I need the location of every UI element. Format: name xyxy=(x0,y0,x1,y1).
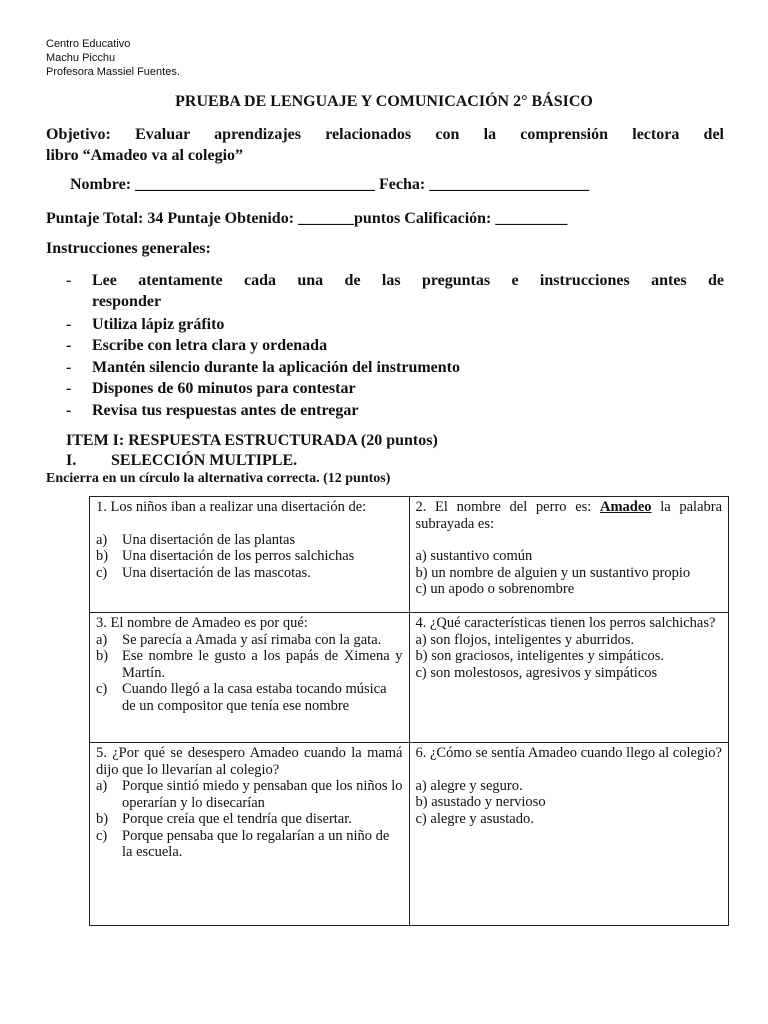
instruction-item: Dispones de 60 minutos para contestar xyxy=(92,380,356,397)
option-b[interactable]: b) asustado y nervioso xyxy=(415,794,546,810)
option-a[interactable]: a) alegre y seguro. xyxy=(415,777,523,794)
question-text: 4. ¿Qué características tienen los perros salchichas? xyxy=(415,615,716,631)
teacher-name: Profesora Massiel Fuentes. xyxy=(46,66,180,78)
question-cell-2 xyxy=(409,497,729,613)
question-text: 3. El nombre de Amadeo es por qué: xyxy=(96,615,308,631)
item-title: ITEM I: RESPUESTA ESTRUCTURADA (20 puntos) xyxy=(66,432,438,449)
question-text: 1. Los niños iban a realizar una disertación de: xyxy=(96,499,367,515)
instruction-item: Escribe con letra clara y ordenada xyxy=(92,337,328,354)
instruction-item: Utiliza lápiz gráfito xyxy=(92,316,225,333)
section-number: I. xyxy=(66,452,77,469)
instruction-item: Revisa tus respuestas antes de entregar xyxy=(92,402,359,419)
section-title: SELECCIÓN MULTIPLE. xyxy=(111,452,298,469)
option-a[interactable]: a) Se parecía a Amada y así rimaba con la gata. xyxy=(96,631,382,648)
instruction-dash: - xyxy=(66,402,72,419)
page-title: PRUEBA DE LENGUAJE Y COMUNICACIÓN 2° BÁSICO xyxy=(175,93,593,110)
option-c[interactable]: c) son molestosos, agresivos y simpáticos xyxy=(415,664,658,681)
question-cell-1 xyxy=(90,497,410,613)
question-cell-5 xyxy=(90,743,410,926)
school-name: Centro Educativo xyxy=(46,38,131,50)
option-c[interactable]: c) alegre y asustado. xyxy=(415,810,534,827)
option-b[interactable]: b) un nombre de alguien y un sustantivo propio xyxy=(415,564,691,581)
instructions-title: Instrucciones generales: xyxy=(46,240,211,257)
option-c[interactable]: c) Porque pensaba que lo regalarían a un niño de la escuela. xyxy=(96,827,390,860)
option-c[interactable]: c) Una disertación de las mascotas. xyxy=(96,564,311,581)
underlined-word: Amadeo xyxy=(599,499,652,515)
instruction-item: Lee atentamente cada una de las preguntas e instrucciones antes de xyxy=(92,272,724,289)
instruction-dash: - xyxy=(66,359,72,376)
school-subname: Machu Picchu xyxy=(46,52,116,64)
option-b[interactable]: b) Una disertación de los perros salchichas xyxy=(96,548,355,564)
objective-line-2: libro “Amadeo va al colegio” xyxy=(46,147,244,164)
option-b[interactable]: b) Ese nombre le gusto a los papás de Ximena y Martín. xyxy=(96,648,403,681)
option-b[interactable]: b) Porque creía que el tendría que disertar. xyxy=(96,811,352,827)
question-text: 6. ¿Cómo se sentía Amadeo cuando llego al colegio? xyxy=(415,745,722,761)
instruction-dash: - xyxy=(66,272,72,289)
option-a[interactable]: a) son flojos, inteligentes y aburridos. xyxy=(415,631,635,648)
option-a[interactable]: a) Una disertación de las plantas xyxy=(96,531,296,548)
instruction-dash: - xyxy=(66,316,72,333)
question-cell-3 xyxy=(90,613,410,743)
objective-line-1: Objetivo: Evaluar aprendizajes relacionados con la comprensión lectora del xyxy=(46,126,724,143)
section-instruction: Encierra en un círculo la alternativa correcta. (12 puntos) xyxy=(46,471,391,486)
option-a[interactable]: a) Porque sintió miedo y pensaban que los niños lo operarían y lo disecarían xyxy=(96,778,403,811)
instruction-dash: - xyxy=(66,337,72,354)
instruction-item: Mantén silencio durante la aplicación del instrumento xyxy=(92,359,460,376)
option-c[interactable]: c) un apodo o sobrenombre xyxy=(415,581,575,597)
instruction-dash: - xyxy=(66,380,72,397)
question-text: 2. El nombre del perro es: Amadeo la palabra subrayada es: xyxy=(415,499,723,532)
questions-table xyxy=(89,496,729,926)
score-line: Puntaje Total: 34 Puntaje Obtenido: _______puntos Calificación: _________ xyxy=(46,210,568,227)
instruction-item: responder xyxy=(92,293,162,310)
name-date-line: Nombre: ______________________________ Fecha: ____________________ xyxy=(70,176,590,193)
question-cell-4 xyxy=(409,613,729,743)
question-cell-6 xyxy=(409,743,729,926)
option-b[interactable]: b) son graciosos, inteligentes y simpáticos. xyxy=(415,648,664,664)
question-text: 5. ¿Por qué se desespero Amadeo cuando la mamá dijo que lo llevarían al colegio? xyxy=(96,745,403,778)
option-a[interactable]: a) sustantivo común xyxy=(415,548,533,564)
option-c[interactable]: c) Cuando llegó a la casa estaba tocando música de un compositor que tenía ese nombre xyxy=(96,681,387,714)
